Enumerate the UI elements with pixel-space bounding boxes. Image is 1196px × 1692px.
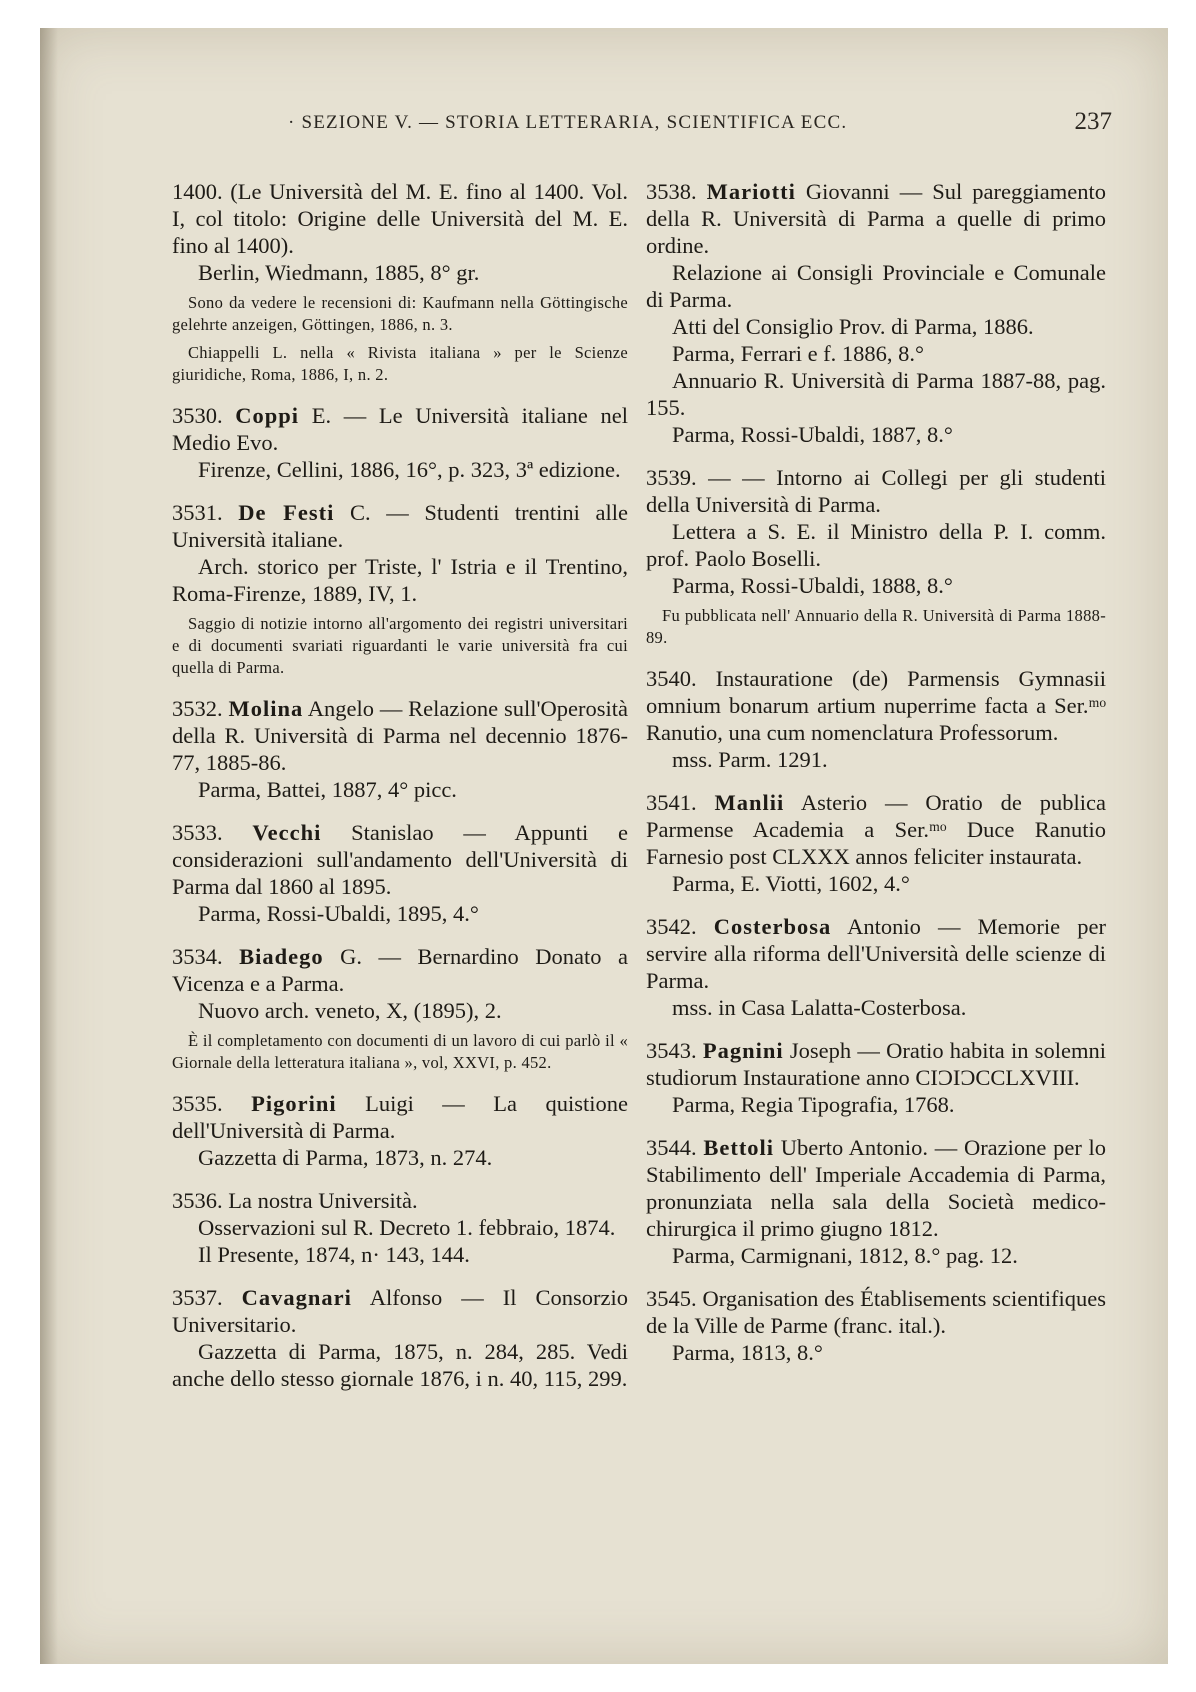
entry-imprint: Parma, E. Viotti, 1602, 4.° [672, 871, 910, 896]
entry-title: Stanislao — Appunti e considerazioni sull'andamento dell'Università di Parma dal 1860 al 1895. [172, 820, 628, 899]
bib-entry [172, 819, 628, 927]
entry-imprint: Relazione ai Consigli Provinciale e Comunale di Parma. [646, 260, 1106, 312]
entry-title: La nostra Università. [228, 1188, 418, 1213]
entry-number: 3536. [172, 1188, 223, 1213]
entry-number: 3534. [172, 944, 223, 969]
entry-number: 3531. [172, 500, 223, 525]
entry-imprint: mss. Parm. 1291. [672, 747, 828, 772]
entry-title: — — Intorno ai Collegi per gli studenti della Università di Parma. [646, 465, 1107, 517]
entry-title: G. — Bernardino Donato a Vicenza e a Parma. [172, 944, 628, 996]
page-number: 237 [1074, 108, 1112, 135]
entry-number: 3532. [172, 696, 223, 721]
entry-author: Mariotti [706, 179, 796, 204]
entry-number: 3544. [646, 1135, 697, 1160]
entry-imprint: Parma, Rossi-Ubaldi, 1887, 8.° [672, 422, 953, 447]
bib-entry [172, 1090, 628, 1171]
entry-title: C. — Studenti trentini alle Università italiane. [172, 500, 629, 552]
bib-entry [646, 1134, 1106, 1269]
entry-imprint: Parma, 1813, 8.° [672, 1340, 823, 1365]
bib-entry [172, 402, 628, 483]
entry-imprint: Gazzetta di Parma, 1873, n. 274. [198, 1145, 493, 1170]
entry-note: Saggio di notizie intorno all'argomento dei registri universitari e di documenti svariati riguardanti le varie università fra cui quella di Parma. [172, 614, 628, 677]
entry-author: Pigorini [251, 1091, 337, 1116]
entry-number: 3533. [172, 820, 223, 845]
bib-entry [172, 178, 628, 386]
entry-note: Fu pubblicata nell' Annuario della R. Università di Parma 1888-89. [646, 606, 1106, 647]
bib-entry [646, 464, 1106, 649]
bib-entry [172, 1284, 628, 1392]
entry-title: Alfonso — Il Consorzio Universitario. [172, 1285, 629, 1337]
entry-imprint: Parma, Battei, 1887, 4° picc. [198, 777, 457, 802]
entry-imprint: Osservazioni sul R. Decreto 1. febbraio, 1874. [198, 1215, 616, 1240]
entry-number: 3539. [646, 465, 697, 490]
entry-title: Joseph — Oratio habita in solemni studiorum Instauratione anno CIƆIƆCCLXVIII. [646, 1038, 1106, 1090]
entry-imprint: Nuovo arch. veneto, X, (1895), 2. [198, 998, 502, 1023]
entry-number: 3543. [646, 1038, 697, 1063]
entry-number: 3540. [646, 666, 697, 691]
entry-author: Cavagnari [241, 1285, 352, 1310]
entry-number: 3541. [646, 790, 697, 815]
entry-author: Biadego [239, 944, 324, 969]
bib-entry [646, 1285, 1106, 1366]
entry-author: Manlii [714, 790, 785, 815]
entry-imprint: Gazzetta di Parma, 1875, n. 284, 285. Vedi anche dello stesso giornale 1876, i n. 40, 115, 299. [172, 1339, 628, 1391]
entry-number: 3537. [172, 1285, 223, 1310]
header-title: · SEZIONE V. — STORIA LETTERARIA, SCIENTIFICA ECC. [288, 112, 848, 133]
entry-number: 3530. [172, 403, 223, 428]
bib-entry [646, 789, 1106, 897]
entry-author: Costerbosa [713, 914, 832, 939]
entry-imprint: Parma, Rossi-Ubaldi, 1895, 4.° [198, 901, 479, 926]
entry-title: E. — Le Università italiane nel Medio Evo. [172, 403, 628, 455]
entry-title: Giovanni — Sul pareggiamento della R. Università di Parma a quelle di primo ordine. [646, 179, 1106, 258]
entry-title: Asterio — Oratio de publica Parmense Academia a Ser.ᵐᵒ Duce Ranutio Farnesio post CLXXX annos feliciter instaurata. [646, 790, 1106, 869]
bib-entry [646, 1037, 1106, 1118]
entry-imprint: Parma, Rossi-Ubaldi, 1888, 8.° [672, 573, 953, 598]
entry-title: Antonio — Memorie per servire alla riforma dell'Università delle scienze di Parma. [646, 914, 1107, 993]
entry-title: Organisation des Établisements scientifiques de la Ville de Parme (franc. ital.). [646, 1286, 1106, 1338]
entry-author: Molina [228, 696, 304, 721]
right-column [646, 178, 1106, 1382]
running-header [288, 108, 1112, 135]
bib-entry [172, 499, 628, 679]
entry-imprint: Parma, Carmignani, 1812, 8.° pag. 12. [672, 1243, 1018, 1268]
entry-title: Instauratione (de) Parmensis Gymnasii omnium bonarum artium nuperrime facta a Ser.ᵐᵒ Ranutio, una cum nomenclatura Professorum. [646, 666, 1107, 745]
entry-note: È il completamento con documenti di un lavoro di cui parlò il « Giornale della letteratura italiana », vol, XXVI, p. 452. [172, 1031, 628, 1072]
bib-entry [172, 943, 628, 1074]
entry-author: De Festi [238, 500, 335, 525]
bib-entry [646, 178, 1106, 448]
entry-author: Coppi [235, 403, 300, 428]
entry-author: Bettoli [703, 1135, 775, 1160]
entry-imprint: mss. in Casa Lalatta-Costerbosa. [672, 995, 967, 1020]
bib-entry [172, 1187, 628, 1268]
entry-title: Angelo — Relazione sull'Operosità della R. Università di Parma nel decennio 1876-77, 1885-86. [172, 696, 628, 775]
entry-note: Chiappelli L. nella « Rivista italiana » per le Scienze giuridiche, Roma, 1886, I, n. 2. [172, 343, 628, 384]
entry-note: Sono da vedere le recensioni di: Kaufmann nella Göttingische gelehrte anzeigen, Göttingen, 1886, n. 3. [172, 293, 628, 334]
left-column [172, 178, 628, 1408]
entry-number: 3542. [646, 914, 697, 939]
entry-author: Vecchi [252, 820, 322, 845]
bib-entry [172, 695, 628, 803]
entry-title: Uberto Antonio. — Orazione per lo Stabilimento dell' Imperiale Accademia di Parma, pronunziata nella sala della Società medico-chirurgica il primo giugno 1812. [646, 1135, 1107, 1241]
bib-entry [646, 913, 1106, 1021]
entry-imprint: Lettera a S. E. il Ministro della P. I. comm. prof. Paolo Boselli. [646, 519, 1106, 571]
entry-imprint: Berlin, Wiedmann, 1885, 8° gr. [198, 260, 480, 285]
entry-number: 3545. [646, 1286, 697, 1311]
entry-imprint: Parma, Ferrari e f. 1886, 8.° [672, 341, 925, 366]
entry-imprint: Firenze, Cellini, 1886, 16°, p. 323, 3ª edizione. [198, 457, 621, 482]
entry-number: 3538. [646, 179, 697, 204]
entry-author: Pagnini [702, 1038, 784, 1063]
entry-imprint: Il Presente, 1874, n· 143, 144. [198, 1242, 470, 1267]
bib-entry [646, 665, 1106, 773]
entry-number: 3535. [172, 1091, 223, 1116]
entry-imprint: Parma, Regia Tipografia, 1768. [672, 1092, 955, 1117]
entry-imprint: Atti del Consiglio Prov. di Parma, 1886. [672, 314, 1034, 339]
entry-imprint: Arch. storico per Triste, l' Istria e il Trentino, Roma-Firenze, 1889, IV, 1. [172, 554, 628, 606]
page-scan [40, 28, 1168, 1664]
entry-imprint: Annuario R. Università di Parma 1887-88, pag. 155. [646, 368, 1106, 420]
entry-text: 1400. (Le Università del M. E. fino al 1400. Vol. I, col titolo: Origine delle Università del M. E. fino al 1400). [172, 179, 628, 258]
entry-title: Luigi — La quistione dell'Università di Parma. [172, 1091, 628, 1143]
